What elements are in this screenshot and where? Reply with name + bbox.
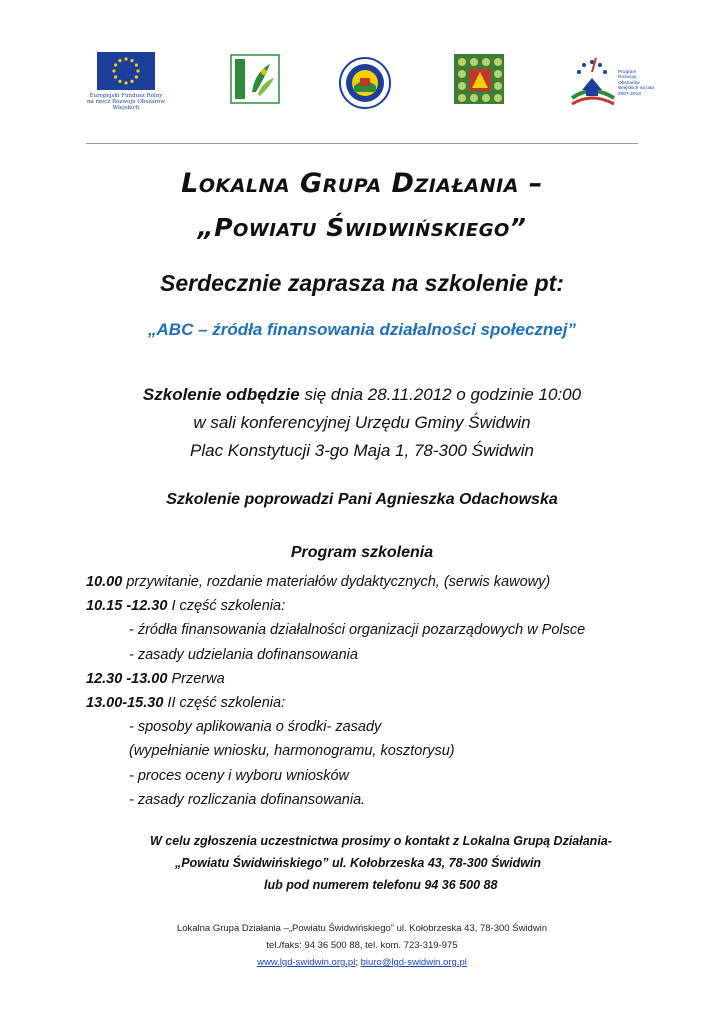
training-date [0, 381, 724, 409]
footer-separator: ; [355, 957, 361, 968]
trainer-line: Szkolenie poprowadzi Pani Agnieszka Odachowska [166, 491, 558, 508]
footer-address: Lokalna Grupa Działania –„Powiatu Świdwińskiego” ul. Kołobrzeska 43, 78-300 Świdwin [176, 923, 548, 934]
program-row [86, 739, 646, 763]
eu-logo-caption: Europejski Fundusz Rolny na rzecz Rozwoju Obszarów Wiejskich [86, 93, 166, 111]
eu-logo [86, 52, 166, 111]
website-link[interactable]: www.lgd-swidwin.org.pl [257, 957, 356, 968]
leader-logo [230, 54, 280, 104]
program-text: przywitanie, rozdanie materiałów dydaktycznych, (serwis kawowy) [122, 574, 551, 590]
training-details [0, 381, 724, 465]
training-address: Plac Konstytucji 3-go Maja 1, 78-300 Świdwin [190, 441, 534, 460]
program-row [86, 691, 646, 715]
invitation-heading: Serdecznie zaprasza na szkolenie pt: [160, 270, 564, 296]
prow-logo [566, 54, 654, 110]
page-footer [0, 920, 724, 971]
regional-grid-logo [454, 54, 504, 104]
program-row [86, 788, 646, 812]
program-text: Przerwa [167, 670, 225, 687]
eu-flag-icon [97, 52, 155, 90]
program-row [86, 667, 646, 691]
program-row [86, 643, 646, 667]
program-row [86, 715, 646, 739]
program-text: - zasady rozliczania dofinansowania. [129, 791, 366, 808]
contact-line-2: „Powiatu Świdwińskiego” ul. Kołobrzeska 43, 78-300 Świdwin [175, 856, 542, 870]
training-place: w sali konferencyjnej Urzędu Gminy Świdwin [193, 413, 531, 432]
program-row [86, 594, 646, 618]
program-text: - proces oceny i wyboru wniosków [129, 767, 350, 784]
program-row [86, 570, 646, 594]
training-date-rest: się dnia 28.11.2012 o godzinie 10:00 [299, 385, 582, 404]
logo-bar [86, 50, 654, 112]
prow-emblem-icon [566, 54, 618, 108]
program-text: - źródła finansowania działalności organizacji pozarządowych w Polsce [129, 622, 586, 639]
program-time: 10.00 [86, 574, 123, 590]
header-divider [86, 143, 638, 144]
program-text: (wypełnianie wniosku, harmonogramu, kosztorysu) [129, 743, 455, 760]
title-line-2: „Powiatu Świdwińskiego” [197, 213, 527, 242]
program-text: I część szkolenia: [167, 598, 286, 615]
footer-phones: tel./faks: 94 36 500 88, tel. kom. 723-319-975 [266, 940, 458, 951]
training-topic: „ABC – źródła finansowania działalności społecznej” [148, 320, 576, 339]
program-text: - sposoby aplikowania o środki- zasady [129, 719, 382, 736]
prow-logo-caption: Program Rozwoju Obszarów Wiejskich na lata 2007-2013 [618, 70, 654, 97]
lgd-swidwin-logo [338, 56, 392, 110]
contact-block [0, 830, 724, 896]
program-row [86, 618, 646, 642]
footer-links [0, 954, 724, 971]
program-time: 10.15 -12.30 [86, 598, 168, 615]
email-link[interactable]: biuro@lgd-swidwin.org.pl [360, 957, 467, 968]
title-line-1: Lokalna Grupa Działania – [181, 168, 543, 199]
program-row [86, 764, 646, 788]
program-title: Program szkolenia [290, 544, 434, 561]
program-text: - zasady udzielania dofinansowania [129, 646, 358, 663]
program-time: 12.30 -13.00 [86, 670, 168, 687]
program-time: 13.00-15.30 [86, 695, 164, 712]
program-text: II część szkolenia: [163, 695, 286, 712]
program-list [86, 570, 646, 812]
training-date-lead: Szkolenie odbędzie [142, 385, 300, 404]
contact-line-3: lub pod numerem telefonu 94 36 500 88 [264, 878, 498, 892]
contact-line-1: W celu zgłoszenia uczestnictwa prosimy o kontakt z Lokalna Grupą Działania- [150, 834, 612, 848]
